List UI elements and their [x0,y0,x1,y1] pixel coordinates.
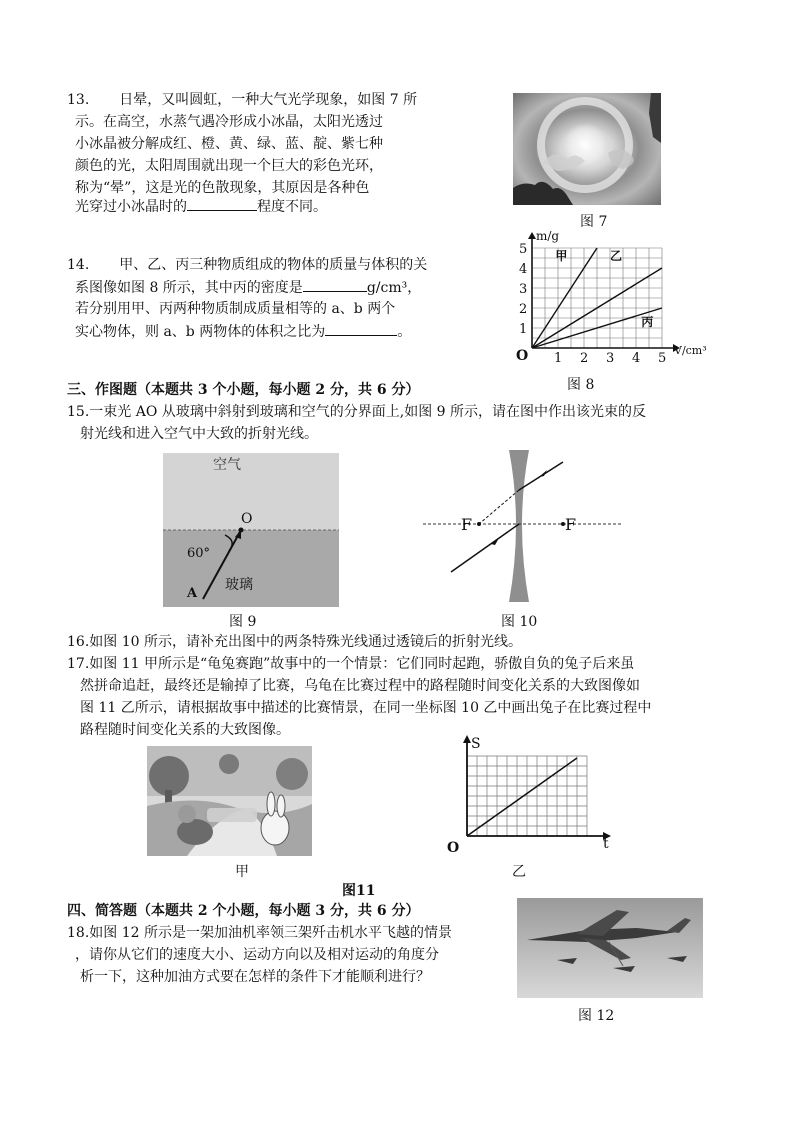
series-label-2: 乙 [610,249,623,263]
x-tick-label: 1 [554,351,563,366]
q14-line-1 [67,255,427,275]
point-o [239,528,244,533]
glass-label: 玻璃 [225,577,253,593]
series-label-1: 甲 [555,249,568,263]
q13-text-1: 日晕，又叫圆虹，一种大气光学现象，如图 7 所 [119,92,418,108]
q14-density-blank[interactable] [303,277,367,292]
q18-line-3: 析一下，这种加油方式要在怎样的条件下才能顺利进行？ [80,969,430,985]
q13-last-after: 程度不同。 [257,199,327,215]
q14-text-4: 实心物体，则 a、b 两物体的体积之比为 [75,324,326,340]
point-a-label: A [187,586,198,601]
q13-line-4: 颜色的光，太阳周围就出现一个巨大的彩色光环， [75,158,383,174]
figure-8-caption: 图 8 [567,377,595,393]
origin-label: O [447,840,460,856]
x-tick-label: 4 [632,351,641,366]
figure-11-jia-caption: 甲 [235,864,249,880]
q13-line-3: 小冰晶被分解成红、橙、黄、绿、蓝、靛、紫七种 [75,136,383,152]
figure-7-caption: 图 7 [580,214,608,230]
x-tick-label: 2 [580,351,589,366]
q13-line-6 [75,196,327,217]
focus-right-point [561,522,565,526]
q13-number: 13. [67,92,90,108]
q13-line-1 [67,90,417,110]
q13-line-5: 称为“晕”，这是光的色散现象，其原因是各种色 [75,180,370,196]
q17-line-2: 然拼命追赶，最终还是输掉了比赛，乌龟在比赛过程中的路程随时间变化关系的大致图像如 [80,678,640,694]
ray-1-extension [479,490,519,524]
figure-10-caption: 图 10 [501,614,538,630]
q17-line-3: 图 11 乙所示，请根据故事中描述的比赛情景，在同一坐标图 10 乙中画出兔子在比赛过程中 [80,700,652,716]
x-tick-label: 3 [606,351,615,366]
t-axis-label: t [603,836,609,852]
q13-answer-blank[interactable] [187,196,257,211]
q15-line-2: 射光线和进入空气中大致的折射光线。 [80,426,318,442]
section-4-heading: 四、简答题（本题共 2 个小题，每小题 3 分，共 6 分） [67,903,420,919]
q17-line-4: 路程随时间变化关系的大致图像。 [80,722,290,738]
series-label-3: 丙 [641,315,654,329]
q18-line-2: ，请你从它们的速度大小、运动方向以及相对运动的角度分 [75,947,439,963]
q14-line-4 [75,321,411,342]
q18-line-1: 18.如图 12 所示是一架加油机率领三架歼击机水平飞越的情景 [67,925,452,941]
y-tick-label: 3 [519,282,528,297]
figure-11-jia-cartoon [147,746,312,856]
q15-line-1: 15.一束光 AO 从玻璃中斜射到玻璃和空气的分界面上,如图 9 所示，请在图中作出该光束的反 [67,404,647,420]
q14-line-3: 若分别用甲、丙两种物质制成质量相等的 a、b 两个 [75,301,396,317]
figure-11-yi-caption: 乙 [512,864,526,880]
q14-ratio-blank[interactable] [325,321,397,336]
figure-7-halo-photo [513,93,661,205]
figure-11-yi-graph [441,730,616,855]
q14-text-1: 甲、乙、丙三种物质组成的物体的质量与体积的关 [119,257,428,273]
y-axis-label: m/g [536,229,560,243]
s-axis-label: S [471,736,481,752]
y-tick-label: 2 [519,302,528,317]
x-axis-label: V/cm³ [674,344,707,357]
figure-9-diagram [163,453,339,607]
q16-line: 16.如图 10 所示，请补充出图中的两条特殊光线通过透镜后的折射光线。 [67,634,522,650]
section-3-heading: 三、作图题（本题共 3 个小题，每小题 2 分，共 6 分） [67,382,420,398]
origin-label: O [516,348,529,364]
figure-12-aircraft-photo [517,898,703,998]
q14-text-2: 系图像如图 8 所示，其中丙的密度是 [75,280,303,296]
q13-last-before: 光穿过小冰晶时的 [75,199,187,215]
q13-line-2: 示。在高空，水蒸气遇冷形成小冰晶，太阳光透过 [75,114,383,130]
figure-12-caption: 图 12 [578,1008,615,1024]
q14-line-2 [75,277,421,298]
x-tick-label: 5 [658,351,667,366]
figure-11-caption: 图11 [342,883,376,899]
figure-10-diagram [423,448,623,608]
s-axis-arrow [463,735,471,743]
angle-label: 60° [187,546,211,561]
y-axis-arrow [528,232,536,239]
figure-8-chart [505,228,707,370]
chart-8-plot [516,229,707,366]
q14-density-unit: g/cm³， [366,280,422,296]
figure-9-caption: 图 9 [229,614,257,630]
ray-2-arrow [491,538,499,545]
focus-left-label: F [461,515,473,534]
point-o-label: O [241,511,253,527]
y-tick-label: 1 [519,322,528,337]
y-tick-label: 5 [519,242,528,257]
focus-right-label: F [565,515,577,534]
air-label: 空气 [213,457,241,473]
y-tick-label: 4 [519,262,528,277]
concave-lens [509,450,529,602]
tortoise-line [467,758,577,836]
q17-line-1: 17.如图 11 甲所示是“龟兔赛跑”故事中的一个情景：它们同时起跑，骄傲自负的兔子后来虽 [67,656,635,672]
q14-text-4-end: 。 [397,324,412,340]
q14-number: 14. [67,257,90,273]
